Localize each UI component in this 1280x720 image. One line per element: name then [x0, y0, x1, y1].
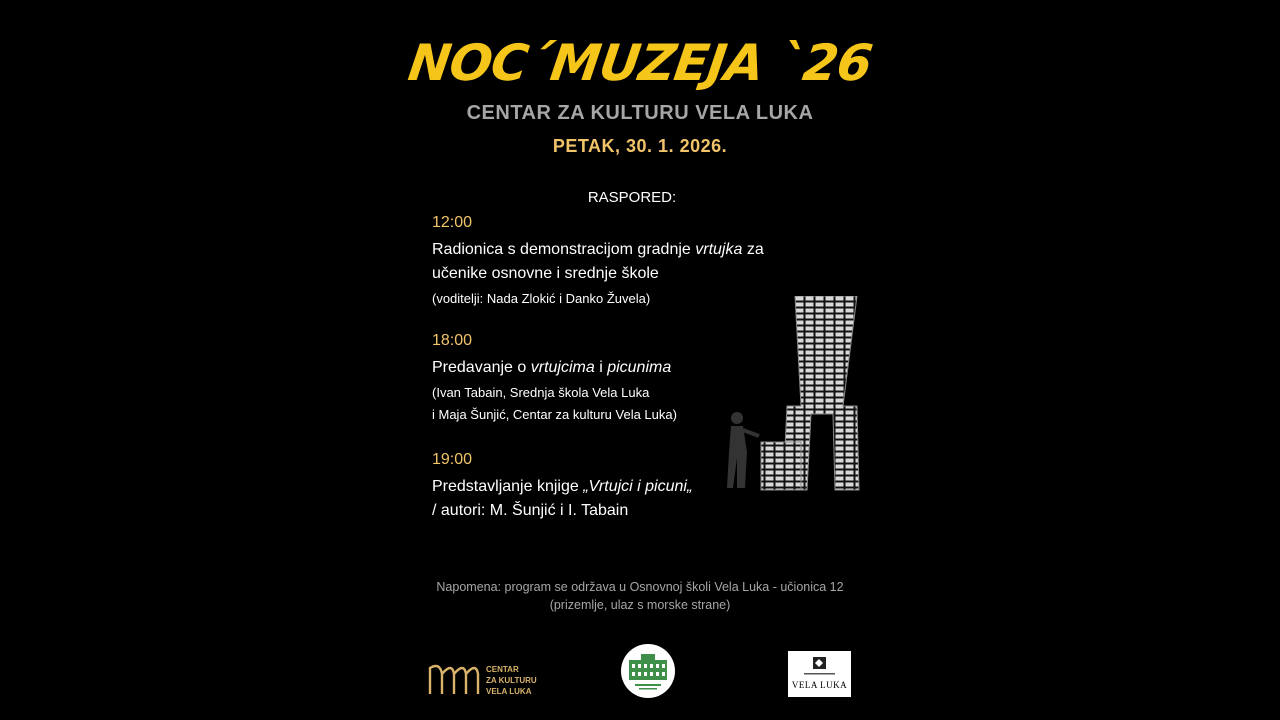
event-title-part: Predstavljanje knjige	[432, 478, 584, 495]
event-title-italic: picunima	[607, 359, 672, 376]
event-date: PETAK, 30. 1. 2026.	[552, 136, 728, 156]
event-title-part: Predavanje o	[432, 359, 531, 376]
event-title-italic: „Vrtujci i picuni„	[583, 478, 693, 495]
vela-luka-logo	[788, 651, 851, 697]
event-title-italic: vrtujcima	[530, 359, 595, 376]
tower-illustration-icon	[725, 296, 865, 492]
vela-luka-label: VELA LUKA	[791, 680, 848, 690]
page-subtitle: CENTAR ZA KULTURU VELA LUKA	[466, 102, 814, 124]
event-title-line2: učenike osnovne i srednje škole	[432, 265, 659, 282]
centar-logo-line: ZA KULTURU	[486, 676, 537, 685]
centar-logo-line: VELA LUKA	[486, 687, 532, 696]
event-title-line2: / autori: M. Šunjić i I. Tabain	[432, 502, 629, 519]
centar-mm-logo-icon	[428, 664, 480, 696]
school-building-icon	[621, 644, 675, 698]
event-time: 18:00	[432, 332, 473, 349]
event-note-line2: i Maja Šunjić, Centar za kulturu Vela Luka)	[432, 407, 677, 422]
page-title: NOC´MUZEJA ˋ26	[404, 34, 876, 92]
event-note: (voditelji: Nada Zlokić i Danko Žuvela)	[432, 291, 651, 306]
event-title-part: za	[742, 241, 764, 258]
event-time: 19:00	[432, 451, 473, 468]
school-logo	[621, 644, 675, 698]
schedule-heading: RASPORED:	[587, 189, 677, 206]
program-note	[0, 578, 1280, 614]
event-title-part: Radionica s demonstracijom gradnje	[432, 241, 696, 258]
centar-logo-text	[486, 664, 537, 697]
boat-crest-icon	[788, 651, 851, 681]
event-note: (Ivan Tabain, Srednja škola Vela Luka	[432, 385, 650, 400]
note-line1: Napomena: program se održava u Osnovnoj školi Vela Luka - učionica 12	[436, 580, 844, 594]
centar-za-kulturu-logo	[428, 662, 548, 698]
event-time: 12:00	[432, 214, 473, 231]
title-wrap	[0, 34, 1280, 92]
event-title-part: i	[594, 359, 608, 376]
note-line2: (prizemlje, ulaz s morske strane)	[549, 598, 731, 612]
event-title	[432, 238, 812, 262]
centar-logo-line: CENTAR	[486, 665, 519, 674]
event-title-italic: vrtujka	[695, 241, 743, 258]
